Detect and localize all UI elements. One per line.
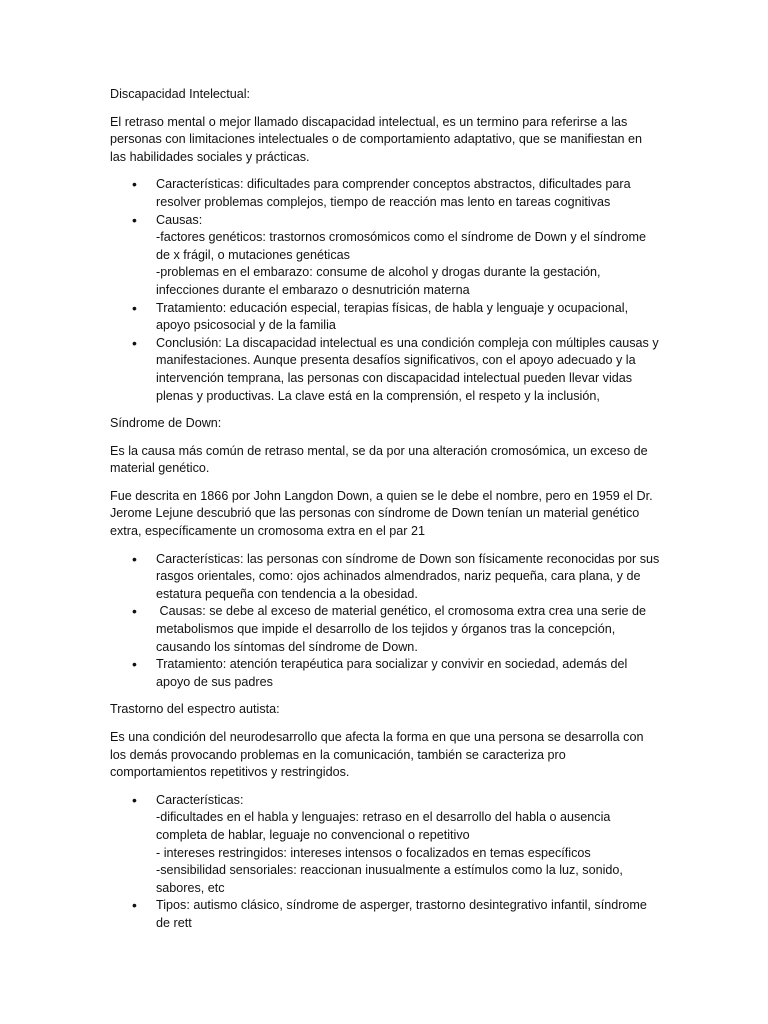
bullet-icon: • — [132, 791, 137, 808]
list-item-text: Características: las personas con síndrome de Down son físicamente reconocidas por sus rasgos orientales, como: ojos achinados almendrados, nariz pequeña, cara plana, y de estatura pequeña con tendencia a la obesidad. — [156, 551, 660, 601]
list-down — [110, 551, 660, 692]
list-item-text: Tratamiento: educación especial, terapias físicas, de habla y lenguaje y ocupacional, apoyo psicosocial y de la familia — [156, 300, 629, 333]
list-item — [132, 550, 660, 604]
list-item — [132, 299, 660, 335]
paragraph-autismo-def: Es una condición del neurodesarrollo que afecta la forma en que una persona se desarrolla con los demás provocando problemas en la comunicación, también se caracteriza pro comportamientos repetitivos y restringidos. — [110, 730, 644, 780]
list-item-title: Características: — [156, 792, 244, 807]
list-item-text: Conclusión: La discapacidad intelectual es una condición compleja con múltiples causas y manifestaciones. Aunque presenta desafíos significativos, con el apoyo adecuado y la intervención temprana, las personas con discapacidad intelectual pueden llevar vidas plenas y productivas. La clave está en la comprensión, el respeto y la inclusión, — [156, 335, 659, 403]
list-item-text: Causas: se debe al exceso de material genético, el cromosoma extra crea una serie de metabolismos que impide el desarrollo de los tejidos y órganos tras la concepción, causando los síntomas del síndrome de Down. — [156, 604, 650, 654]
paragraph-down-history: Fue descrita en 1866 por John Langdon Down, a quien se le debe el nombre, pero en 1959 el Dr. Jerome Lejune descubrió que las personas con síndrome de Down tenían un material genético extra, específicamente un cromosoma extra en el par 21 — [110, 488, 653, 539]
list-item-text: Características: dificultades para comprender conceptos abstractos, dificultades para resolver problemas complejos, tiempo de reacción mas lento en tareas cognitivas — [156, 177, 631, 209]
section-heading-autismo: Trastorno del espectro autista: — [110, 702, 280, 717]
list-item — [132, 176, 660, 211]
list-item-text: Tipos: autismo clásico, síndrome de asperger, trastorno desintegrativo infantil, síndrome de rett — [156, 898, 647, 930]
paragraph-down-def: Es la causa más común de retraso mental, se da por una alteración cromosómica, un exceso de material genético. — [110, 443, 648, 476]
bullet-icon: • — [132, 176, 137, 193]
list-item — [132, 897, 660, 932]
list-item-text: Tratamiento: atención terapéutica para socializar y convivir en sociedad, además del apoyo de sus padres — [156, 657, 628, 689]
bullet-icon: • — [132, 897, 137, 914]
bullet-icon: • — [132, 603, 137, 620]
list-item-subline: -dificultades en el habla y lenguajes: retraso en el desarrollo del habla o ausencia completa de hablar, leguaje no convencional o repetitivo — [156, 810, 611, 842]
list-item-subline: - intereses restringidos: intereses intensos o focalizados en temas específicos — [156, 845, 591, 860]
list-item-subline: -problemas en el embarazo: consume de alcohol y drogas durante la gestación, infecciones durante el embarazo o desnutrición materna — [156, 265, 601, 297]
list-discapacidad — [110, 176, 660, 405]
list-item-subline: -factores genéticos: trastornos cromosómicos como el síndrome de Down y el síndrome de x frágil, o mutaciones genéticas — [156, 230, 646, 262]
paragraph-discapacidad-def: El retraso mental o mejor llamado discapacidad intelectual, es un termino para referirse a las personas con limitaciones intelectuales o de comportamiento adaptativo, que se manifiestan en las habilidades sociales y prácticas. — [110, 114, 643, 164]
list-item — [132, 211, 660, 300]
list-item-subline: -sensibilidad sensoriales: reaccionan inusualmente a estímulos como la luz, sonido, sabores, etc — [156, 863, 623, 895]
bullet-icon: • — [132, 334, 137, 351]
list-item — [132, 603, 660, 656]
section-heading-down: Síndrome de Down: — [110, 416, 222, 431]
section-heading-discapacidad: Discapacidad Intelectual: — [110, 87, 251, 101]
list-item — [132, 791, 660, 898]
list-item-title: Causas: — [156, 212, 203, 227]
bullet-icon: • — [132, 211, 137, 228]
bullet-icon: • — [132, 550, 137, 567]
list-autismo — [110, 792, 660, 933]
list-item — [132, 334, 660, 405]
bullet-icon: • — [132, 299, 137, 316]
list-item — [132, 656, 660, 691]
document-page — [110, 86, 660, 943]
bullet-icon: • — [132, 656, 137, 673]
